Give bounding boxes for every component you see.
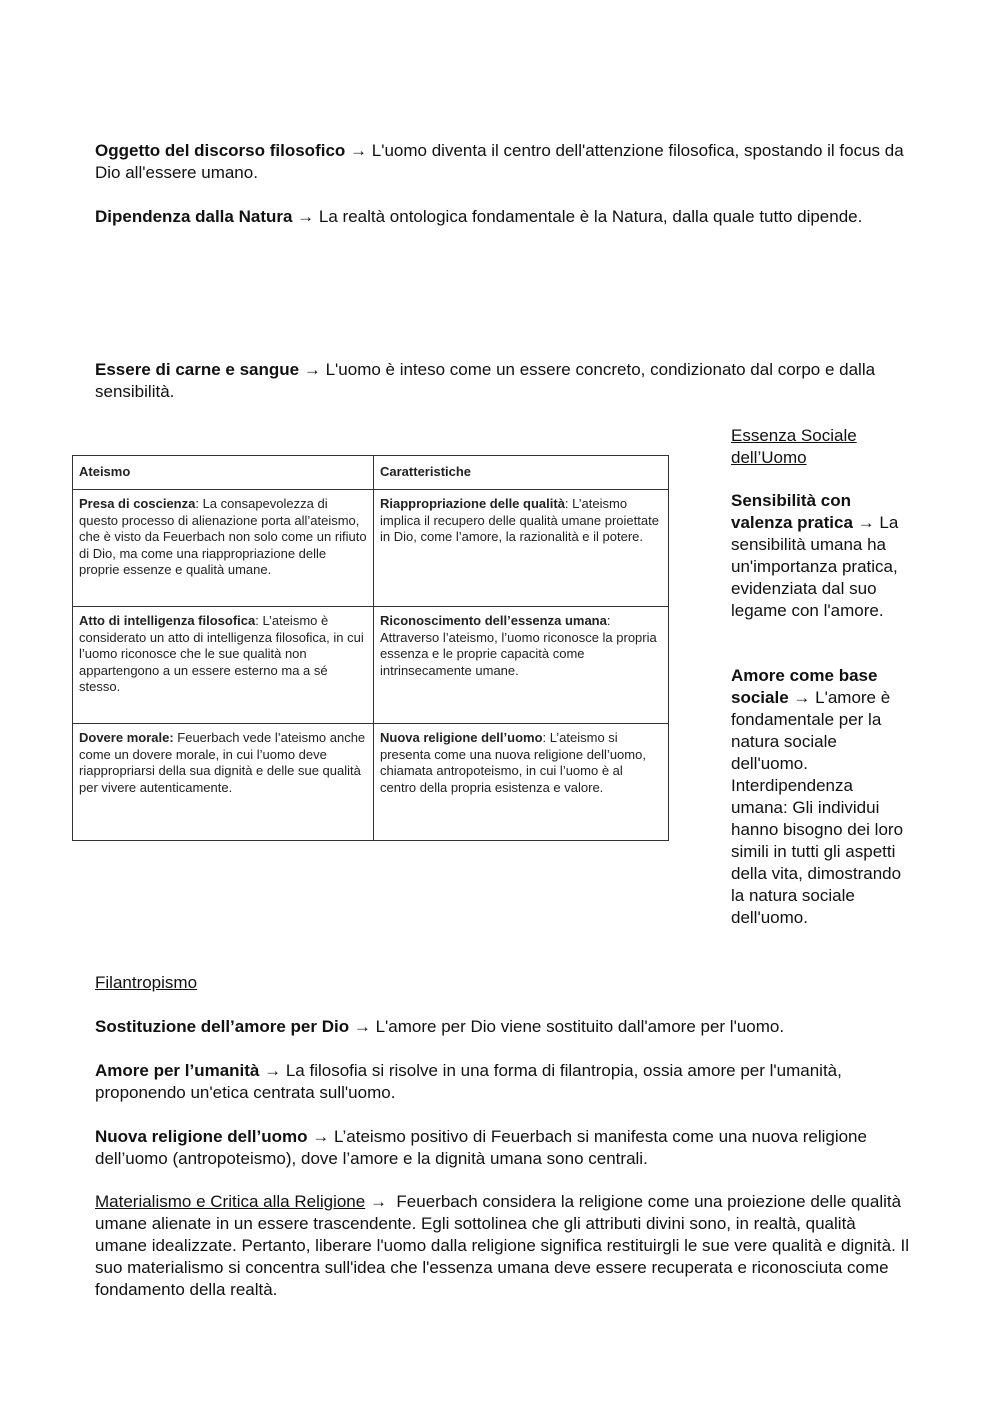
side-item-sensibilita [731, 490, 911, 622]
cell-term: Dovere morale: [79, 730, 174, 745]
term: Oggetto del discorso filosofico [95, 141, 346, 160]
paragraph-materialismo [95, 1191, 910, 1301]
arrow-icon: → [353, 1017, 371, 1036]
table-cell [73, 607, 374, 724]
paragraph-sostituzione [95, 1016, 910, 1038]
cell-text: Feuerbach vede l’ateismo anche come un dovere morale, in cui l’uomo deve riappropriarsi della sua dignità e delle sue qualità per vivere autenticamente. [79, 730, 366, 795]
term: Amore per l’umanità [95, 1061, 260, 1080]
term: Sensibilità con valenza pratica [731, 491, 853, 532]
paragraph-text: L'amore per Dio viene sostituito dall'amore per l'uomo. [375, 1017, 785, 1036]
arrow-icon: → [369, 1192, 387, 1211]
side-item-amore [731, 665, 911, 929]
paragraph-text: La filosofia si risolve in una forma di filantropia, ossia amore per l'umanità, proponendo un'etica centrata sull'uomo. [95, 1061, 842, 1102]
table-cell [73, 490, 374, 607]
paragraph-text: La realtà ontologica fondamentale è la Natura, dalla quale tutto dipende. [318, 207, 863, 226]
arrow-icon: → [303, 360, 321, 379]
paragraph-text: L'uomo è inteso come un essere concreto, condizionato dal corpo e dalla sensibilità. [95, 360, 876, 401]
side-heading: Essenza Sociale dell’Uomo [731, 426, 857, 467]
arrow-icon: → [297, 207, 315, 226]
table-cell [374, 724, 669, 841]
table-cell [374, 490, 669, 607]
cell-text: : L’ateismo implica il recupero delle qualità umane proiettate in Dio, come l’amore, la razionalità e il potere. [380, 496, 659, 544]
term: Sostituzione dell’amore per Dio [95, 1017, 350, 1036]
section-heading-materialismo: Materialismo e Critica alla Religione [95, 1192, 366, 1211]
arrow-icon: → [857, 513, 875, 532]
paragraph-text: L’ateismo positivo di Feuerbach si manifesta come una nuova religione dell’uomo (antropoteismo), dove l’amore e la dignità umana sono centrali. [95, 1127, 867, 1168]
cell-term: Riappropriazione delle qualità [380, 496, 565, 511]
table-header-row [73, 456, 669, 490]
table-header: Caratteristiche [374, 456, 669, 490]
term: Nuova religione dell’uomo [95, 1127, 308, 1146]
table-row [73, 607, 669, 724]
cell-term: Atto di intelligenza filosofica [79, 613, 256, 628]
table-cell [374, 607, 669, 724]
paragraph-essere [95, 359, 910, 403]
paragraph-text: Feuerbach considera la religione come una proiezione delle qualità umane alienate in un essere trascendente. Egli sottolinea che gli attributi divini sono, in realtà, qualità umane idealizzate. Pertanto, liberare l'uomo dalla religione significa restituirgli le sue vere qualità e dignità. Il suo materialismo si concentra sull'idea che l'essenza umana deve essere recuperata e riconosciuta come fondamento della realtà. [95, 1192, 910, 1299]
arrow-icon: → [350, 141, 368, 160]
arrow-icon: → [793, 688, 811, 707]
term: Dipendenza dalla Natura [95, 207, 293, 226]
paragraph-nuova-religione [95, 1126, 910, 1170]
section-heading-filantropismo: Filantropismo [95, 973, 198, 992]
cell-term: Riconoscimento dell’essenza umana [380, 613, 607, 628]
term: Essere di carne e sangue [95, 360, 300, 379]
paragraph-amore-umanita [95, 1060, 910, 1104]
cell-text: : La consapevolezza di questo processo di alienazione porta all’ateismo, che è visto da Feuerbach non solo come un rifiuto di Dio, ma come una riappropriazione delle proprie essenze e qualità umane. [79, 496, 367, 577]
paragraph-text: L'amore è fondamentale per la natura sociale dell'uomo. Interdipendenza umana: Gli individui hanno bisogno dei loro simili in tutti gli aspetti della vita, dimostrando la natura sociale dell'uomo. [731, 688, 904, 927]
paragraph-text: La sensibilità umana ha un'importanza pratica, evidenziata dal suo legame con l'amore. [731, 513, 899, 620]
table-row [73, 490, 669, 607]
cell-text: : Attraverso l’ateismo, l’uomo riconosce la propria essenza e le proprie capacità come intrinsecamente umane. [380, 613, 657, 678]
table-header: Ateismo [73, 456, 374, 490]
paragraph-oggetto [95, 140, 910, 184]
term: Amore come base sociale [731, 666, 878, 707]
ateismo-table [72, 455, 669, 841]
paragraph-dipendenza [95, 206, 910, 228]
arrow-icon: → [312, 1127, 330, 1146]
cell-term: Presa di coscienza [79, 496, 196, 511]
cell-text: : L’ateismo è considerato un atto di intelligenza filosofica, in cui l’uomo riconosce che le sue qualità non appartengono a un essere esterno ma a sé stesso. [79, 613, 364, 694]
paragraph-text: L'uomo diventa il centro dell'attenzione filosofica, spostando il focus da Dio all'essere umano. [95, 141, 904, 182]
table-cell [73, 724, 374, 841]
cell-text: : L’ateismo si presenta come una nuova religione dell’uomo, chiamata antropoteismo, in cui l’uomo è al centro della propria esistenza e valore. [380, 730, 646, 795]
cell-term: Nuova religione dell’uomo [380, 730, 543, 745]
arrow-icon: → [264, 1061, 282, 1080]
table-row [73, 724, 669, 841]
